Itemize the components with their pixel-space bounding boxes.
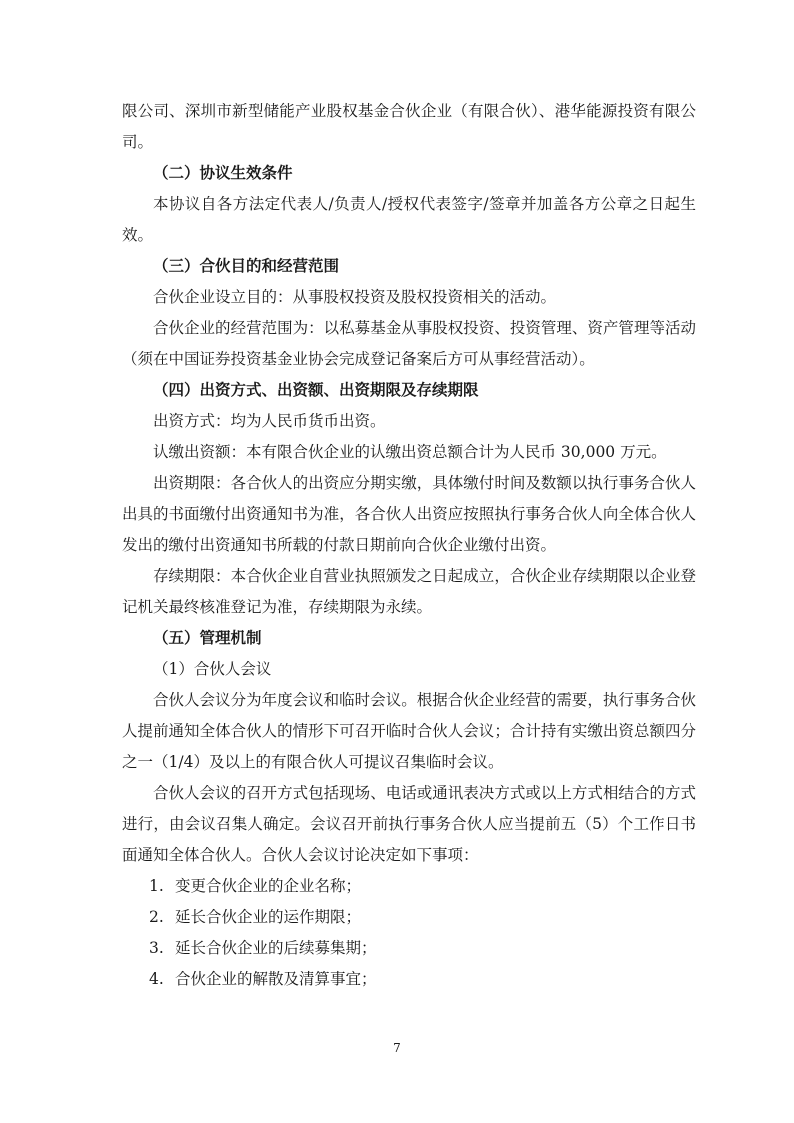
paragraph-business-scope: 合伙企业的经营范围为：以私募基金从事股权投资、投资管理、资产管理等活动（须在中国证券投资基金业协会完成登记备案后方可从事经营活动）。 xyxy=(122,319,696,368)
paragraph-contribution-method: 出资方式：均为人民币货币出资。 xyxy=(153,412,386,430)
section-heading-management: （五）管理机制 xyxy=(153,629,262,647)
list-item xyxy=(122,933,696,964)
list-item-text: 延长合伙企业的后续募集期； xyxy=(175,939,377,957)
list-item-text: 延长合伙企业的运作期限； xyxy=(175,908,362,926)
paragraph-meeting-types: 合伙人会议分为年度会议和临时会议。根据合伙企业经营的需要，执行事务合伙人提前通知全体合伙人的情形下可召开临时合伙人会议；合计持有实缴出资总额四分之一（1/4）及以上的有限合伙人可提议召集临时会议。 xyxy=(122,691,696,771)
subsection-heading-partners-meeting: （1）合伙人会议 xyxy=(153,660,272,678)
list-item-text: 合伙企业的解散及清算事宜； xyxy=(175,970,377,988)
paragraph-meeting-method: 合伙人会议的召开方式包括现场、电话或通讯表决方式或以上方式相结合的方式进行，由会议召集人确定。会议召开前执行事务合伙人应当提前五（5）个工作日书面通知全体合伙人。合伙人会议讨论决定如下事项： xyxy=(122,784,696,864)
list-item-number: 1. xyxy=(149,877,164,895)
list-item xyxy=(122,902,696,933)
document-body xyxy=(122,96,696,995)
section-heading-effective-conditions: （二）协议生效条件 xyxy=(153,164,293,182)
section-heading-purpose-scope: （三）合伙目的和经营范围 xyxy=(153,257,340,275)
section-heading-contribution: （四）出资方式、出资额、出资期限及存续期限 xyxy=(153,381,479,399)
list-item-text: 变更合伙企业的企业名称； xyxy=(175,877,362,895)
list-item xyxy=(122,871,696,902)
paragraph-continuation: 限公司、深圳市新型储能产业股权基金合伙企业（有限合伙）、港华能源投资有限公司。 xyxy=(122,102,696,151)
list-item-number: 2. xyxy=(149,908,164,926)
list-item xyxy=(122,964,696,995)
paragraph-duration: 存续期限：本合伙企业自营业执照颁发之日起成立，合伙企业存续期限以企业登记机关最终核准登记为准，存续期限为永续。 xyxy=(122,567,696,616)
list-item-number: 4. xyxy=(149,970,164,988)
paragraph-subscribed-amount: 认缴出资额：本有限合伙企业的认缴出资总额合计为人民币 30,000 万元。 xyxy=(153,443,667,461)
list-item-number: 3. xyxy=(149,939,164,957)
paragraph-purpose: 合伙企业设立目的：从事股权投资及股权投资相关的活动。 xyxy=(153,288,557,306)
paragraph-contribution-period: 出资期限：各合伙人的出资应分期实缴，具体缴付时间及数额以执行事务合伙人出具的书面缴付出资通知书为准，各合伙人出资应按照执行事务合伙人向全体合伙人发出的缴付出资通知书所载的付款日期前向合伙企业缴付出资。 xyxy=(122,474,696,554)
page-number: 7 xyxy=(393,1041,401,1055)
paragraph-effective-conditions: 本协议自各方法定代表人/负责人/授权代表签字/签章并加盖各方公章之日起生效。 xyxy=(122,195,696,244)
